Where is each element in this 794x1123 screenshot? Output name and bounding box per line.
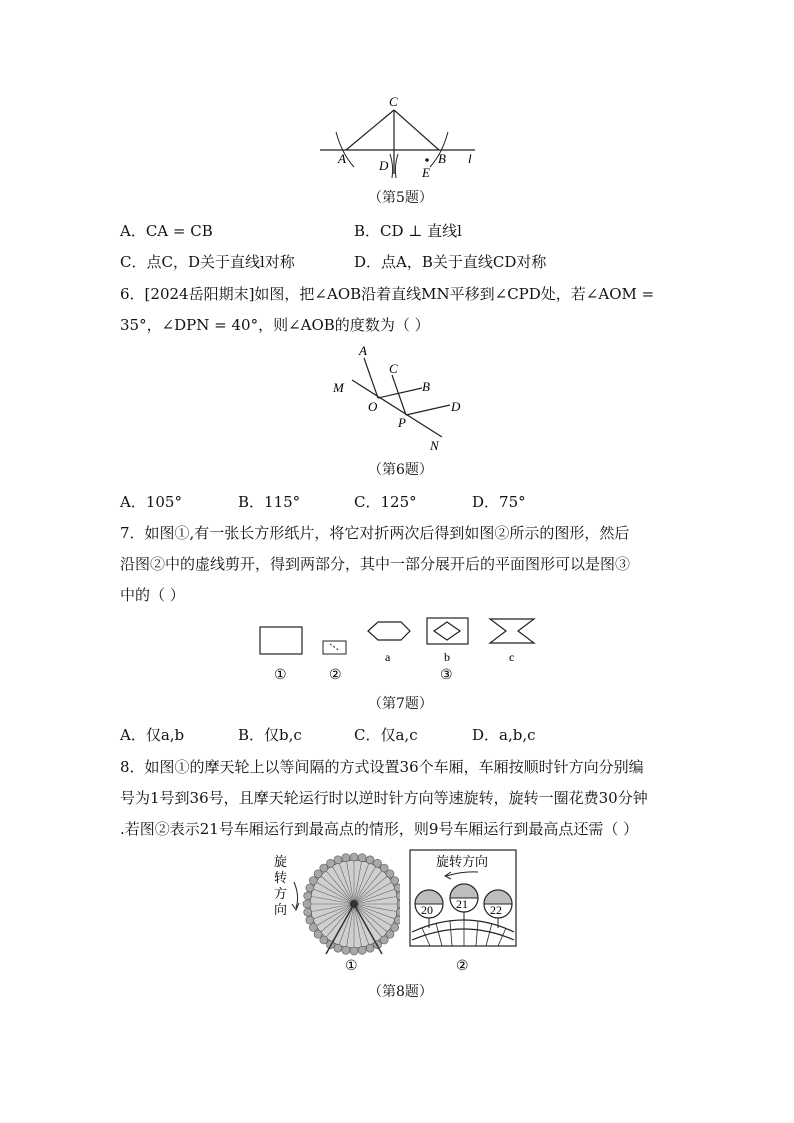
q8-stem-line-1: 8．如图①的摩天轮上以等间隔的方式设置36个车厢，车厢按顺时针方向分别编 [120, 758, 644, 776]
label-d: D [379, 158, 389, 173]
label-3: ③ [440, 668, 453, 683]
q5-option-b: B．CD ⊥ 直线l [354, 222, 462, 240]
q5-option-a: A．CA = CB [120, 222, 213, 240]
rotation-arrowhead-icon [292, 903, 299, 910]
wheel-car [334, 856, 342, 864]
q7-stem-line-3: 中的（ ） [120, 586, 185, 604]
label-c: c [509, 650, 515, 664]
rotate-char-3: 方 [274, 886, 288, 901]
car-number-21: 21 [456, 897, 468, 911]
label-1: ① [274, 668, 287, 683]
q7-option-a: A．仅a,b [120, 726, 185, 744]
rotate-char-2: 转 [274, 870, 288, 885]
rim-inner [412, 929, 514, 940]
wheel-car [309, 877, 317, 885]
rotation-arrow-icon [294, 882, 298, 908]
label-m: M [333, 380, 344, 395]
ferris-wheel [303, 853, 400, 955]
car-number-22: 22 [490, 903, 502, 917]
q7-caption: （第7题） [368, 696, 433, 712]
wheel-car [303, 900, 311, 908]
label-1: ① [345, 959, 358, 974]
label-n: N [430, 438, 439, 453]
q6-option-c: C．125° [354, 493, 417, 511]
rotate-char-4: 向 [274, 902, 288, 917]
cut-line [330, 644, 340, 651]
label-b: B [438, 151, 446, 166]
label-b: B [422, 379, 430, 394]
wheel-car [374, 859, 382, 867]
q6-stem-line-2: 35°，∠DPN = 40°，则∠AOB的度数为（ ） [120, 316, 430, 334]
q6-stem-line-1: 6．[2024岳阳期末]如图，把∠AOB沿着直线MN平移到∠CPD处，若∠AOM = [120, 285, 655, 303]
wheel-car [366, 944, 374, 952]
point-e [425, 158, 429, 162]
q5-option-d: D．点A，B关于直线CD对称 [354, 253, 547, 271]
q7-option-b: B．仅b,c [238, 726, 302, 744]
label-e: E [422, 165, 430, 180]
q6-caption: （第6题） [368, 462, 433, 478]
wheel-car [391, 877, 399, 885]
label-o: O [368, 399, 378, 414]
label-p: P [398, 415, 406, 430]
q8-stem-line-2: 号为1号到36号，且摩天轮运行时以逆时针方向等速旋转，旋转一圈花费30分钟 [120, 789, 648, 807]
label-b: b [444, 650, 450, 664]
q7-option-c: C．仅a,c [354, 726, 418, 744]
wheel-car [391, 924, 399, 932]
wheel-car [306, 884, 314, 892]
rectangle-paper [260, 627, 302, 654]
q6-option-d: D．75° [472, 493, 526, 511]
q6-option-b: B．115° [238, 493, 301, 511]
q5-figure [310, 92, 490, 184]
q5-caption: （第5题） [368, 190, 433, 206]
shape-c [490, 619, 534, 643]
q5-option-c: C．点C，D关于直线l对称 [120, 253, 295, 271]
segment-cb [394, 110, 439, 150]
q7-stem-line-2: 沿图②中的虚线剪开，得到两部分，其中一部分展开后的平面图形可以是图③ [120, 555, 631, 573]
shape-b-diamond [434, 622, 460, 640]
wheel-car [394, 884, 400, 892]
label-c: C [389, 94, 398, 109]
q6-figure [330, 342, 490, 454]
wheel-car [309, 924, 317, 932]
label-a: a [385, 650, 391, 664]
wheel-car [306, 916, 314, 924]
q8-cars-figure [408, 848, 520, 974]
label-c: C [389, 361, 398, 376]
wheel-car [304, 892, 312, 900]
arc-bottom-2 [395, 154, 398, 178]
rim-outer [412, 920, 514, 932]
wheel-car [350, 853, 358, 861]
ray-pd [406, 405, 450, 415]
wheel-car [386, 870, 394, 878]
q8-ferris-wheel-figure [270, 846, 400, 974]
label-a: A [338, 151, 346, 166]
wheel-car [358, 946, 366, 954]
q8-stem-line-3: .若图②表示21号车厢运行到最高点的情形，则9号车厢运行到最高点还需（ ） [120, 820, 639, 838]
label-2: ② [329, 668, 342, 683]
wheel-car [366, 856, 374, 864]
wheel-car [320, 864, 328, 872]
wheel-car [342, 946, 350, 954]
label-l: l [468, 151, 472, 166]
rotation-direction-label: 旋转方向 [436, 854, 489, 869]
wheel-car [358, 854, 366, 862]
wheel-car [327, 859, 335, 867]
rotate-char-1: 旋 [274, 854, 288, 869]
wheel-car [314, 930, 322, 938]
label-a: A [359, 343, 367, 358]
wheel-car [342, 854, 350, 862]
q7-figure [250, 612, 550, 686]
q7-stem-line-1: 7．如图①,有一张长方形纸片，将它对折两次后得到如图②所示的图形，然后 [120, 524, 630, 542]
segment-ca [346, 110, 394, 150]
car-number-20: 20 [421, 903, 433, 917]
wheel-car [380, 936, 388, 944]
wheel-car [394, 916, 400, 924]
label-d: D [451, 399, 461, 414]
q7-option-d: D．a,b,c [472, 726, 536, 744]
wheel-car [350, 947, 358, 955]
shape-a [368, 622, 410, 640]
ray-pc [392, 375, 406, 415]
q8-caption: （第8题） [368, 984, 433, 1000]
q6-option-a: A．105° [120, 493, 182, 511]
arc-bottom-1 [390, 154, 393, 178]
wheel-car [334, 944, 342, 952]
wheel-car [304, 908, 312, 916]
label-2: ② [456, 959, 469, 974]
